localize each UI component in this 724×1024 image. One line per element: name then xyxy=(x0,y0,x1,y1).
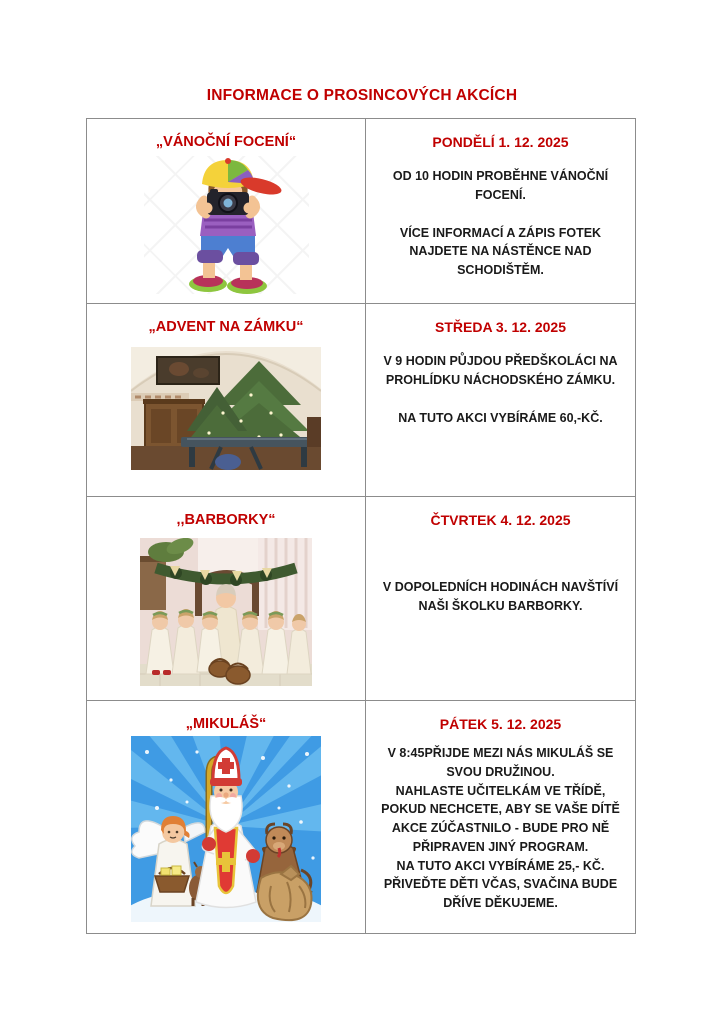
boy-with-camera-illustration xyxy=(144,156,309,294)
event-row-advent-na-zamku xyxy=(87,304,636,497)
event-details-cell xyxy=(366,119,636,304)
event-title-cell xyxy=(87,119,366,304)
event-title: „MIKULÁŠ“ xyxy=(185,716,267,732)
event-title-cell xyxy=(87,497,366,701)
event-details-cell xyxy=(366,304,636,497)
children-in-white-illustration xyxy=(140,538,312,686)
event-title-cell xyxy=(87,701,366,934)
event-title: „VÁNOČNÍ FOCENÍ“ xyxy=(155,134,297,150)
event-paragraph: VÍCE INFORMACÍ A ZÁPIS FOTEK NAJDETE NA NÁSTĚNCE NAD SCHODIŠTĚM. xyxy=(399,225,602,277)
event-paragraph: V 8:45PŘIJDE MEZI NÁS MIKULÁŠ SE SVOU DRUŽINOU. xyxy=(387,746,614,779)
page-title: INFORMACE O PROSINCOVÝCH AKCÍCH xyxy=(206,87,518,104)
castle-room-illustration xyxy=(131,347,321,470)
event-row-barborky xyxy=(87,497,636,701)
event-title: ,,BARBORKY“ xyxy=(176,512,276,528)
event-paragraph: NA TUTO AKCI VYBÍRÁME 60,-KČ. xyxy=(398,410,603,425)
event-row-vanocni-foceni xyxy=(87,119,636,304)
event-date: STŘEDA 3. 12. 2025 xyxy=(435,319,566,335)
event-paragraph: OD 10 HODIN PROBĚHNE VÁNOČNÍ FOCENÍ. xyxy=(392,169,609,202)
event-title-cell xyxy=(87,304,366,497)
event-date: ČTVRTEK 4. 12. 2025 xyxy=(430,512,571,528)
event-details-cell xyxy=(366,701,636,934)
event-date: PONDĚLÍ 1. 12. 2025 xyxy=(432,134,569,150)
events-table xyxy=(86,118,636,934)
event-paragraph: PŘIVEĎTE DĚTI VČAS, SVAČINA BUDE DŘÍVE DĚKUJEME. xyxy=(383,877,618,910)
event-paragraph: V DOPOLEDNÍCH HODINÁCH NAVŠTÍVÍ NAŠI ŠKOLKU BARBORKY. xyxy=(382,580,619,613)
event-row-mikulas xyxy=(87,701,636,934)
event-paragraph: NA TUTO AKCI VYBÍRÁME 25,- KČ. xyxy=(396,858,605,873)
mikulas-angel-devil-illustration xyxy=(131,736,321,922)
event-date: PÁTEK 5. 12. 2025 xyxy=(439,716,562,732)
event-paragraph: V 9 HODIN PŮJDOU PŘEDŠKOLÁCI NA PROHLÍDKU NÁCHODSKÉHO ZÁMKU. xyxy=(383,354,618,387)
event-paragraph: NAHLASTE UČITELKÁM VE TŘÍDĚ, POKUD NECHCETE, ABY SE VAŠE DÍTĚ AKCE ZÚČASTNILO - BUDE PRO NĚ PŘIPRAVEN JINÝ PROGRAM. xyxy=(381,783,620,854)
event-title: „ADVENT NA ZÁMKU“ xyxy=(148,319,304,335)
event-details-cell xyxy=(366,497,636,701)
